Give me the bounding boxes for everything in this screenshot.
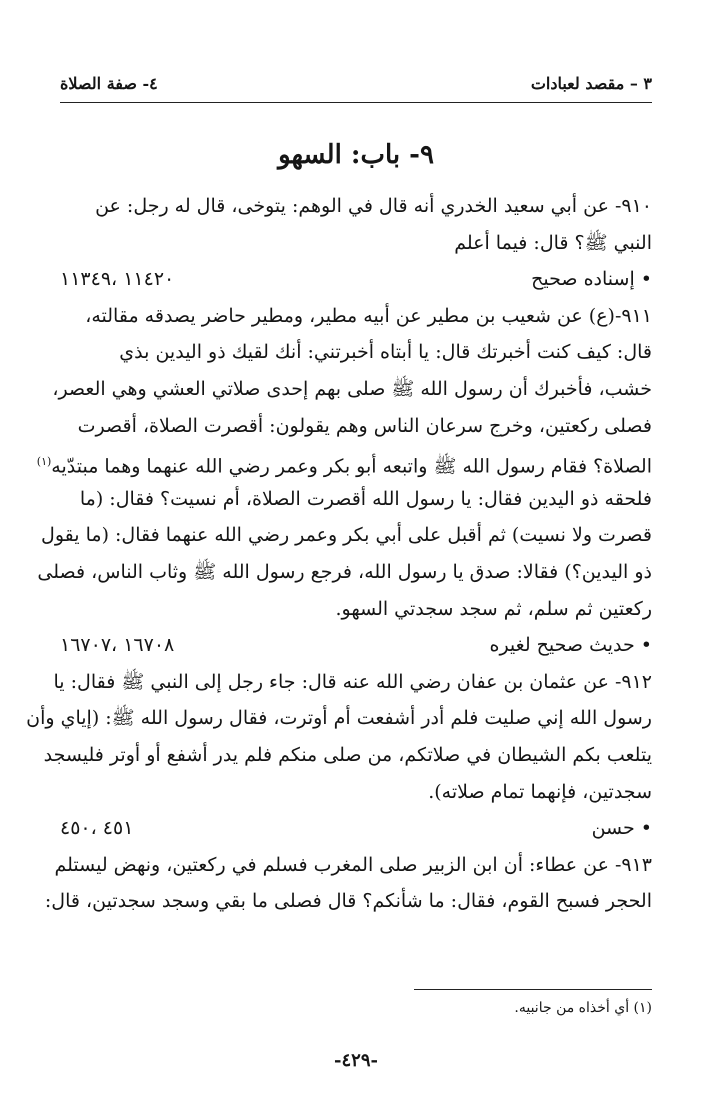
hadith-910-line-1: ٩١٠- عن أبي سعيد الخدري أنه قال في الوهم: يتوخى، قال له رجل: عن bbox=[95, 195, 652, 217]
hadith-911-refs: ١٦٧٠٨ ،١٦٧٠٧ bbox=[60, 634, 175, 657]
hadith-910-grade: • إسناده صحيح bbox=[531, 268, 652, 291]
hadith-911-line-1: ٩١١-(ع) عن شعيب بن مطير عن أبيه مطير، ومطير حاضر يصدقه مقالته، bbox=[85, 304, 652, 327]
hadith-912-line-3: يتلعب بكم الشيطان في صلاتكم، من صلى منكم فلم يدر أشفع أو أوتر فليسجد bbox=[43, 743, 652, 766]
footnote: (١) أي أخذاه من جانبيه. bbox=[514, 1000, 652, 1016]
hadith-912-grade: • حسن bbox=[591, 817, 652, 840]
hadith-913-line-1: ٩١٣- عن عطاء: أن ابن الزبير صلى المغرب فسلم في ركعتين، ونهض ليستلم bbox=[54, 853, 652, 876]
hadith-911-line-4: فصلى ركعتين، وخرج سرعان الناس وهم يقولون: أقصرت الصلاة، أقصرت bbox=[77, 414, 652, 437]
hadith-912-line-4: سجدتين، فإنهما تمام صلاته). bbox=[428, 780, 652, 803]
hadith-911-grade: • حديث صحيح لغيره bbox=[489, 634, 652, 657]
hadith-912-grade-row bbox=[60, 810, 652, 847]
hadith-911-line-8: ذو اليدين؟) فقالا: صدق يا رسول الله، فرجع رسول الله ﷺ وثاب الناس، فصلى bbox=[37, 560, 652, 583]
hadith-911-grade-row bbox=[60, 627, 652, 664]
page-number: -٤٢٩- bbox=[334, 1050, 378, 1071]
footnote-divider bbox=[414, 989, 652, 990]
hadith-911-line-5: الصلاة؟ فقام رسول الله ﷺ واتبعه أبو بكر وعمر رضي الله عنهما وهما مبتدّيه bbox=[51, 455, 652, 478]
hadith-910-grade-row bbox=[60, 261, 652, 298]
header-chapter: ٤- صفة الصلاة bbox=[60, 74, 158, 93]
hadith-911-line-2: قال: كيف كنت أخبرتك قال: يا أبتاه أخبرتني: أنك لقيك ذو اليدين بذي bbox=[119, 341, 652, 364]
header-section: ٣ – مقصد لعبادات bbox=[530, 74, 652, 93]
main-text bbox=[26, 188, 652, 920]
hadith-912-line-2: رسول الله إني صليت فلم أدر أشفعت أم أوترت، فقال رسول الله ﷺ: (إياي وأن bbox=[26, 707, 652, 730]
hadith-911-line-5-wrap bbox=[36, 444, 652, 481]
header-divider bbox=[60, 102, 652, 103]
hadith-911-line-6: فلحقه ذو اليدين فقال: يا رسول الله أقصرت الصلاة، أم نسيت؟ فقال: (ما bbox=[79, 487, 652, 510]
hadith-912-line-1: ٩١٢- عن عثمان بن عفان رضي الله عنه قال: جاء رجل إلى النبي ﷺ فقال: يا bbox=[53, 670, 652, 693]
footnote-marker: (١) bbox=[36, 455, 52, 469]
hadith-911-line-9: ركعتين ثم سلم، ثم سجد سجدتي السهو. bbox=[335, 597, 652, 620]
hadith-910-line-2: النبي ﷺ؟ قال: فيما أعلم bbox=[454, 231, 652, 254]
chapter-title: ٩- باب: السهو bbox=[278, 140, 434, 170]
hadith-912-refs: ٤٥١ ،٤٥٠ bbox=[60, 817, 134, 840]
hadith-911-line-7: قصرت ولا نسيت) ثم أقبل على أبي بكر وعمر رضي الله عنهما فقال: (ما يقول bbox=[41, 524, 652, 547]
hadith-910-refs: ١١٤٢٠ ،١١٣٤٩ bbox=[60, 268, 175, 291]
running-header bbox=[60, 74, 652, 93]
hadith-913-line-2: الحجر فسبح القوم، فقال: ما شأنكم؟ قال فصلى ما بقي وسجد سجدتين، قال: bbox=[44, 890, 652, 913]
hadith-911-line-3: خشب، فأخبرك أن رسول الله ﷺ صلى بهم إحدى صلاتي العشي وهي العصر، bbox=[52, 377, 652, 400]
